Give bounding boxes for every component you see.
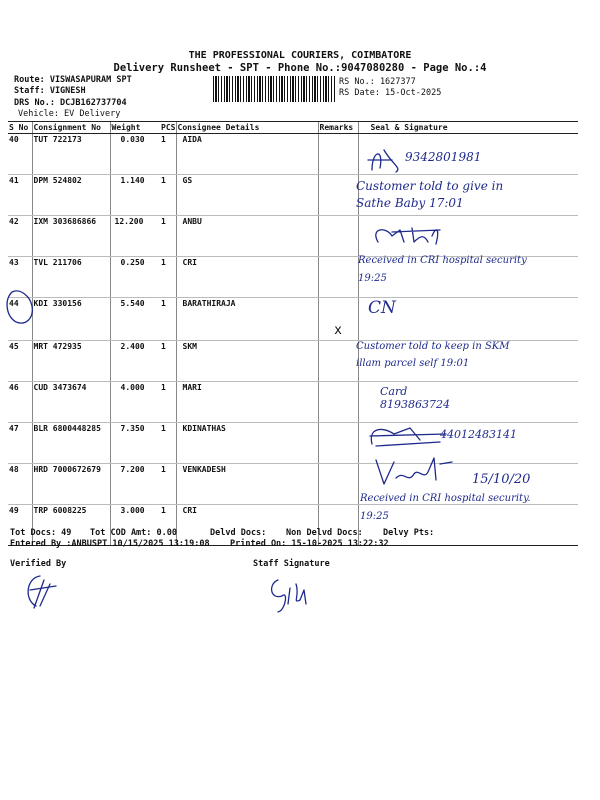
weight: 7.200 bbox=[110, 464, 160, 505]
handwritten-note-43: Received in CRI hospital security 19:25 bbox=[358, 255, 527, 284]
sno: 41 bbox=[8, 175, 32, 216]
weight: 1.140 bbox=[110, 175, 160, 216]
sno: 49 bbox=[8, 505, 32, 546]
consignee: SKM bbox=[176, 341, 318, 382]
staff-signature-label: Staff Signature bbox=[253, 559, 330, 569]
pcs: 1 bbox=[160, 423, 176, 464]
consignment-no: HRD 7000672679 bbox=[32, 464, 110, 505]
rs-number: RS No.: 1627377 bbox=[339, 77, 416, 87]
pcs: 1 bbox=[160, 382, 176, 423]
weight: 0.250 bbox=[110, 257, 160, 298]
sno: 43 bbox=[8, 257, 32, 298]
remarks: x bbox=[318, 298, 358, 341]
drs-number: DRS No.: DCJB162737704 bbox=[14, 98, 127, 108]
col-signature: Seal & Signature bbox=[358, 122, 578, 134]
consignee: CRI bbox=[176, 257, 318, 298]
consignment-no: TRP 6008225 bbox=[32, 505, 110, 546]
col-pcs: PCS bbox=[161, 123, 176, 132]
weight: 3.000 bbox=[110, 505, 160, 546]
consignee: AIDA bbox=[176, 134, 318, 175]
rs-date: RS Date: 15-Oct-2025 bbox=[339, 88, 442, 98]
pcs: 1 bbox=[160, 341, 176, 382]
consignment-no: BLR 6800448285 bbox=[32, 423, 110, 464]
sno: 42 bbox=[8, 216, 32, 257]
col-consignment: Consignment No bbox=[32, 122, 110, 134]
consignment-no: KDI 330156 bbox=[32, 298, 110, 341]
sno: 48 bbox=[8, 464, 32, 505]
handwritten-note-49: Received in CRI hospital security. 19:25 bbox=[360, 493, 531, 522]
consignment-no: TUT 722173 bbox=[32, 134, 110, 175]
handwritten-note-47: 44012483141 bbox=[440, 428, 517, 441]
circle-mark-44 bbox=[7, 291, 32, 323]
weight: 4.000 bbox=[110, 382, 160, 423]
non-delivered-docs: Non Delvd Docs: bbox=[286, 528, 363, 538]
signature-scribble-47 bbox=[370, 428, 446, 446]
handwritten-note-40: 9342801981 bbox=[405, 150, 482, 164]
pcs: 1 bbox=[160, 175, 176, 216]
sno: 46 bbox=[8, 382, 32, 423]
col-consignee: Consignee Details bbox=[176, 122, 318, 134]
pcs: 1 bbox=[160, 464, 176, 505]
vehicle: Vehicle: EV Delivery bbox=[18, 109, 121, 119]
consignment-no: TVL 211706 bbox=[32, 257, 110, 298]
signature-scribble-48 bbox=[376, 458, 452, 484]
weight: 2.400 bbox=[110, 341, 160, 382]
sno: 40 bbox=[8, 134, 32, 175]
consignee: KDINATHAS bbox=[176, 423, 318, 464]
consignment-no: DPM 524802 bbox=[32, 175, 110, 216]
consignee: ANBU bbox=[176, 216, 318, 257]
weight: 5.540 bbox=[110, 298, 160, 341]
sno: 47 bbox=[8, 423, 32, 464]
consignee: GS bbox=[176, 175, 318, 216]
sno: 44 bbox=[8, 298, 32, 341]
route: Route: VISWASAPURAM SPT bbox=[14, 75, 132, 85]
consignee: BARATHIRAJA bbox=[176, 298, 318, 341]
consignee: VENKADESH bbox=[176, 464, 318, 505]
pcs: 1 bbox=[160, 216, 176, 257]
sno: 45 bbox=[8, 341, 32, 382]
handwritten-note-46: Card 8193863724 bbox=[380, 385, 450, 411]
col-remarks: Remarks bbox=[318, 122, 358, 134]
tot-docs: Tot Docs: 49 bbox=[10, 528, 72, 538]
pcs: 1 bbox=[160, 298, 176, 341]
handwritten-note-41: Customer told to give in Sathe Baby 17:01 bbox=[356, 179, 504, 210]
pcs: 1 bbox=[160, 505, 176, 546]
handwritten-note-45: Customer told to keep in SKM illam parcel self 19:01 bbox=[356, 341, 510, 369]
staff: Staff: VIGNESH bbox=[14, 86, 86, 96]
signature-scribble-40 bbox=[368, 150, 398, 172]
tot-cod-amount: Tot COD Amt: 0.00 bbox=[90, 528, 177, 538]
handwritten-note-48: 15/10/20 bbox=[472, 472, 531, 487]
company-name: THE PROFESSIONAL COURIERS, COIMBATORE bbox=[188, 50, 412, 61]
handwritten-note-44: CN bbox=[368, 298, 396, 318]
consignee: MARI bbox=[176, 382, 318, 423]
entered-by: Entered By :ANBUSPT 10/15/2025 13:19:08 bbox=[10, 539, 210, 549]
consignment-no: IXM 303686866 bbox=[32, 216, 110, 257]
col-weight: Weight bbox=[110, 122, 160, 134]
consignee: CRI bbox=[176, 505, 318, 546]
delivery-points: Delvy Pts: bbox=[383, 528, 435, 538]
signature-scribble-42 bbox=[376, 228, 440, 244]
consignment-no: MRT 472935 bbox=[32, 341, 110, 382]
weight: 0.030 bbox=[110, 134, 160, 175]
verified-signature bbox=[28, 576, 56, 608]
pcs: 1 bbox=[160, 134, 176, 175]
verified-by-label: Verified By bbox=[10, 559, 67, 569]
printed-on: Printed On: 15-10-2025 13:22:32 bbox=[230, 539, 389, 549]
delivered-docs: Delvd Docs: bbox=[210, 528, 267, 538]
weight: 12.200 bbox=[110, 216, 160, 257]
staff-signature-ink bbox=[272, 580, 306, 612]
col-sno: S No bbox=[8, 122, 32, 134]
weight: 7.350 bbox=[110, 423, 160, 464]
pcs: 1 bbox=[160, 257, 176, 298]
runsheet-title: Delivery Runsheet - SPT - Phone No.:9047080280 - Page No.:4 bbox=[113, 62, 487, 74]
consignment-no: CUD 3473674 bbox=[32, 382, 110, 423]
